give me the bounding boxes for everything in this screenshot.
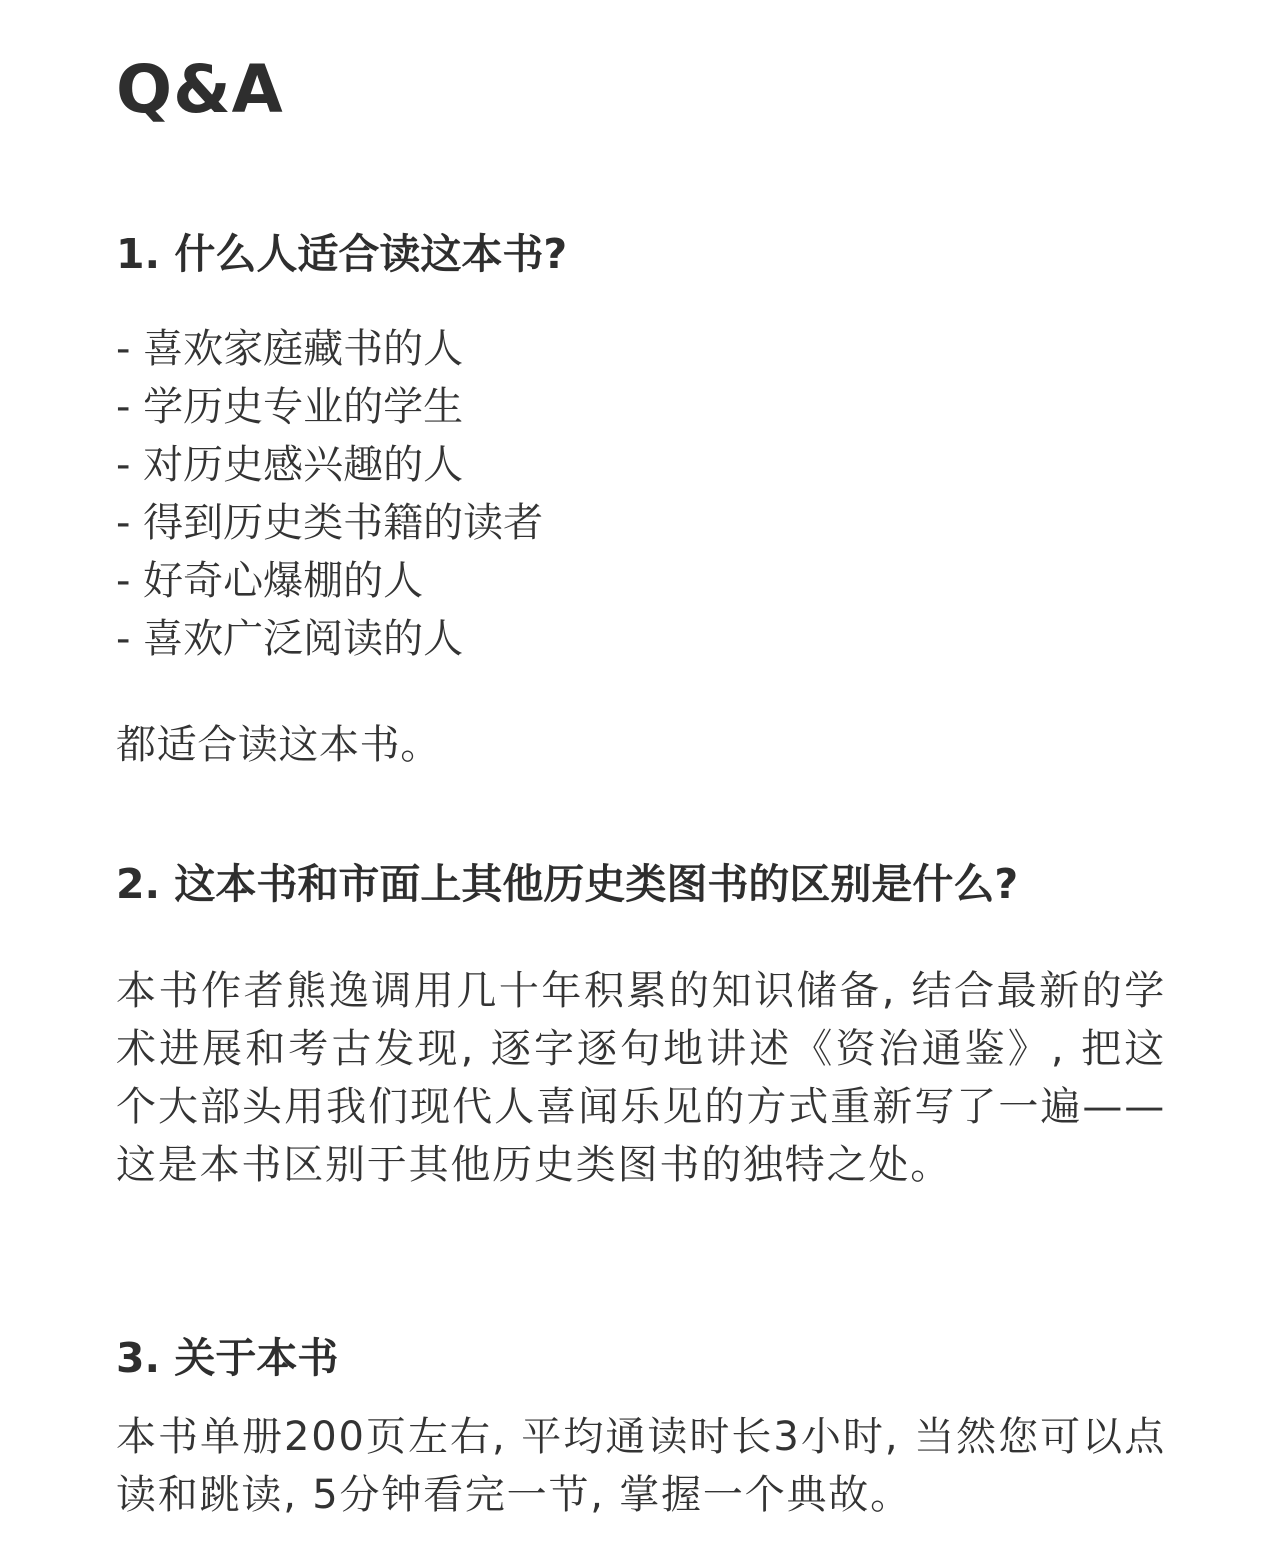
- list-item: - 学历史专业的学生: [116, 384, 464, 430]
- question-1-conclusion: 都适合读这本书。: [116, 722, 441, 768]
- question-3-answer: 本书单册200页左右, 平均通读时长3小时, 当然您可以点读和跳读, 5分钟看完一节, 掌握一个典故。: [116, 1414, 1166, 1518]
- list-item: - 得到历史类书籍的读者: [116, 500, 544, 546]
- audience-list: [116, 320, 543, 668]
- question-3-heading: 3. 关于本书: [116, 1334, 339, 1382]
- question-1-heading: 1. 什么人适合读这本书?: [116, 230, 568, 278]
- list-item: - 对历史感兴趣的人: [116, 442, 464, 488]
- list-item: - 好奇心爆棚的人: [116, 558, 424, 604]
- list-item: - 喜欢家庭藏书的人: [116, 326, 464, 372]
- question-2-answer: 本书作者熊逸调用几十年积累的知识储备, 结合最新的学术进展和考古发现, 逐字逐句地讲述《资治通鉴》, 把这个大部头用我们现代人喜闻乐见的方式重新写了一遍——这是本书区别于其他历史类图书的独特之处。: [116, 968, 1166, 1188]
- question-2-heading: 2. 这本书和市面上其他历史类图书的区别是什么?: [116, 860, 1019, 908]
- page-title: Q&A: [116, 51, 284, 128]
- list-item: - 喜欢广泛阅读的人: [116, 616, 464, 662]
